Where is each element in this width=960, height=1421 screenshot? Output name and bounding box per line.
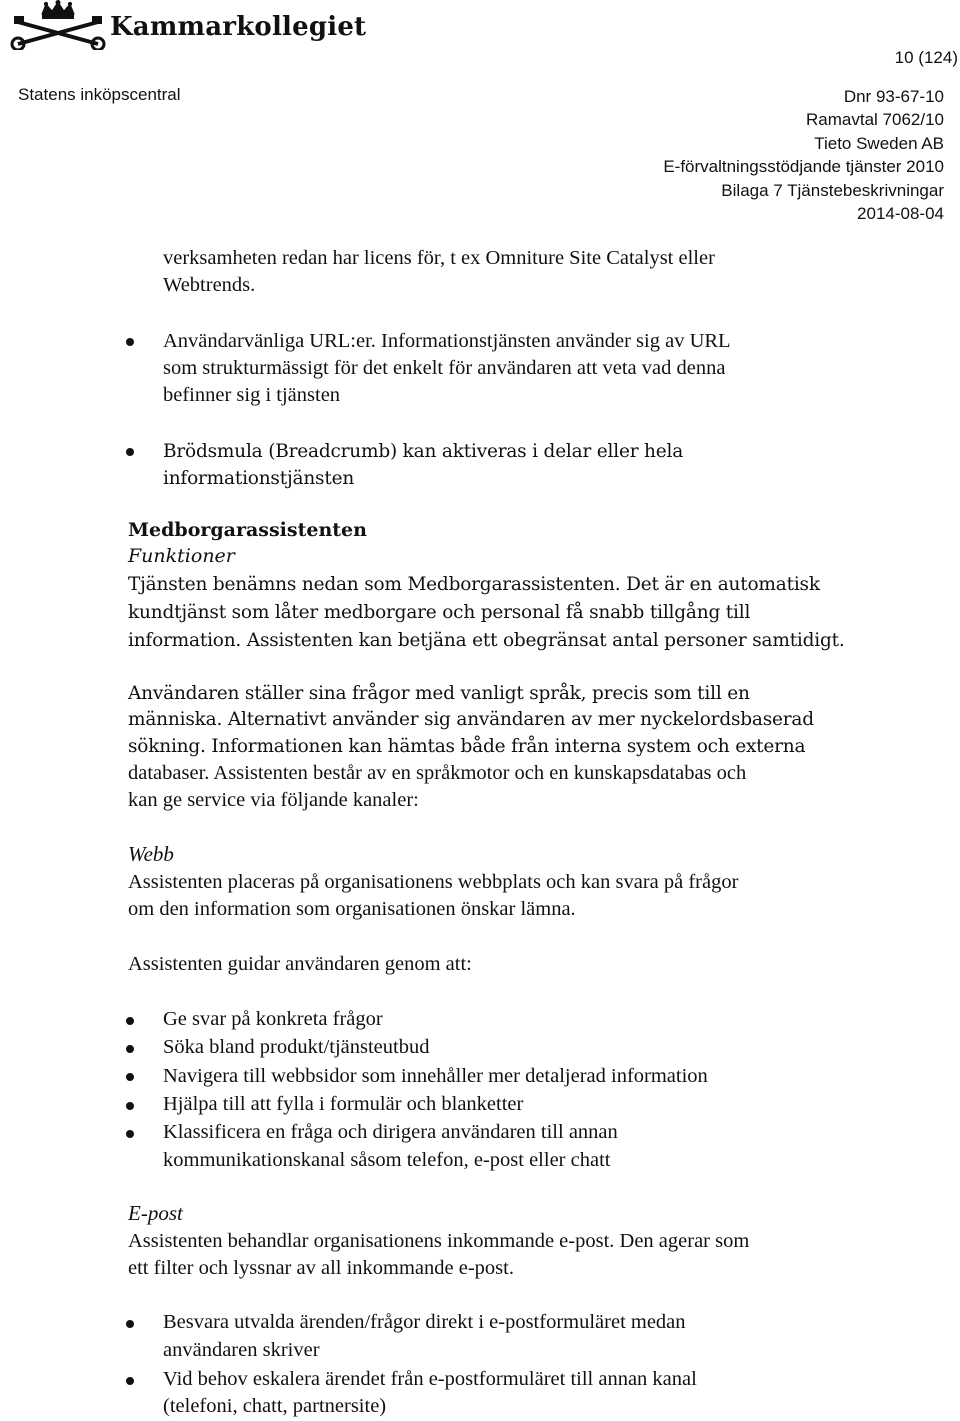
page-number: 10 (124) <box>894 48 958 67</box>
epost-bullet: Vid behov eskalera ärendet från e-postformuläret till annan kanal <box>163 1368 697 1390</box>
webb-paragraph-line: Assistenten placeras på organisationens webbplats och kan svara på frågor <box>128 871 739 893</box>
meta-dnr: Dnr 93-67-10 <box>843 87 944 106</box>
meta-date: 2014-08-04 <box>857 203 944 223</box>
meta-appendix: Bilaga 7 Tjänstebeskrivningar <box>721 180 944 200</box>
epost-bullet: Besvara utvalda ärenden/frågor direkt i e-postformuläret medan <box>163 1311 686 1333</box>
paragraph-line: databaser. Assistenten består av en språkmotor och en kunskapsdatabas och <box>128 762 747 784</box>
guide-bullet-continued: kommunikationskanal såsom telefon, e-post eller chatt <box>163 1149 611 1171</box>
epost-paragraph-line: ett filter och lyssnar av all inkommande e-post. <box>128 1257 514 1279</box>
bullet-icon <box>126 1377 134 1385</box>
crown-keys-emblem-icon <box>8 0 108 50</box>
bullet-icon <box>126 1130 134 1138</box>
section-heading: Medborgarassistenten <box>128 519 367 541</box>
continuation-line: Webtrends. <box>163 274 256 296</box>
kammarkollegiet-logo <box>8 0 367 50</box>
logo-text: Kammarkollegiet <box>110 12 367 42</box>
bullet-icon <box>126 1017 134 1025</box>
bullet-icon <box>126 338 134 346</box>
paragraph-line: kundtjänst som låter medborgare och personal få snabb tillgång till <box>128 602 751 623</box>
bullet-url-line: befinner sig i tjänsten <box>163 384 341 406</box>
guide-bullet: Hjälpa till att fylla i formulär och blanketter <box>163 1093 524 1115</box>
bullet-icon <box>126 1102 134 1110</box>
bullet-icon <box>126 1045 134 1053</box>
guide-intro: Assistenten guidar användaren genom att: <box>128 953 472 975</box>
guide-bullet: Söka bland produkt/tjänsteutbud <box>163 1036 430 1058</box>
document-meta <box>663 85 944 225</box>
epost-bullet-continued: (telefoni, chatt, partnersite) <box>163 1395 387 1417</box>
paragraph-line: Användaren ställer sina frågor med vanligt språk, precis som till en <box>128 683 750 704</box>
webb-paragraph-line: om den information som organisationen önskar lämna. <box>128 898 576 920</box>
epost-paragraph-line: Assistenten behandlar organisationens inkommande e-post. Den agerar som <box>128 1230 750 1252</box>
bullet-icon <box>126 448 134 456</box>
meta-ramavtal: Ramavtal 7062/10 <box>806 110 944 130</box>
paragraph-line: information. Assistenten kan betjäna ett obegränsat antal personer samtidigt. <box>128 630 845 651</box>
continuation-line: verksamheten redan har licens för, t ex Omniture Site Catalyst eller <box>163 247 715 269</box>
organization-name: Statens inköpscentral <box>18 85 181 104</box>
section-subheading: Funktioner <box>128 545 235 567</box>
bullet-url-line: Användarvänliga URL:er. Informationstjänsten använder sig av URL <box>163 330 731 352</box>
paragraph-line: människa. Alternativt använder sig användaren av mer nyckelordsbaserad <box>128 709 814 730</box>
guide-bullet: Navigera till webbsidor som innehåller mer detaljerad information <box>163 1065 708 1087</box>
paragraph-line: kan ge service via följande kanaler: <box>128 789 419 811</box>
paragraph-line: sökning. Informationen kan hämtas både från interna system och externa <box>128 736 806 757</box>
guide-bullet: Ge svar på konkreta frågor <box>163 1008 383 1030</box>
guide-bullet: Klassificera en fråga och dirigera användaren till annan <box>163 1121 618 1143</box>
bullet-icon <box>126 1073 134 1081</box>
bullet-icon <box>126 1320 134 1328</box>
bullet-breadcrumb-line: Brödsmula (Breadcrumb) kan aktiveras i delar eller hela <box>163 441 684 462</box>
bullet-breadcrumb-line: informationstjänsten <box>163 468 355 489</box>
webb-heading: Webb <box>128 842 174 866</box>
meta-supplier: Tieto Sweden AB <box>814 133 944 153</box>
paragraph-line: Tjänsten benämns nedan som Medborgarassistenten. Det är en automatisk <box>128 574 820 595</box>
bullet-url-line: som strukturmässigt för det enkelt för användaren att veta vad denna <box>163 357 726 379</box>
meta-framework: E-förvaltningsstödjande tjänster 2010 <box>663 157 944 177</box>
epost-bullet-continued: användaren skriver <box>163 1339 320 1361</box>
epost-heading: E-post <box>128 1201 183 1225</box>
